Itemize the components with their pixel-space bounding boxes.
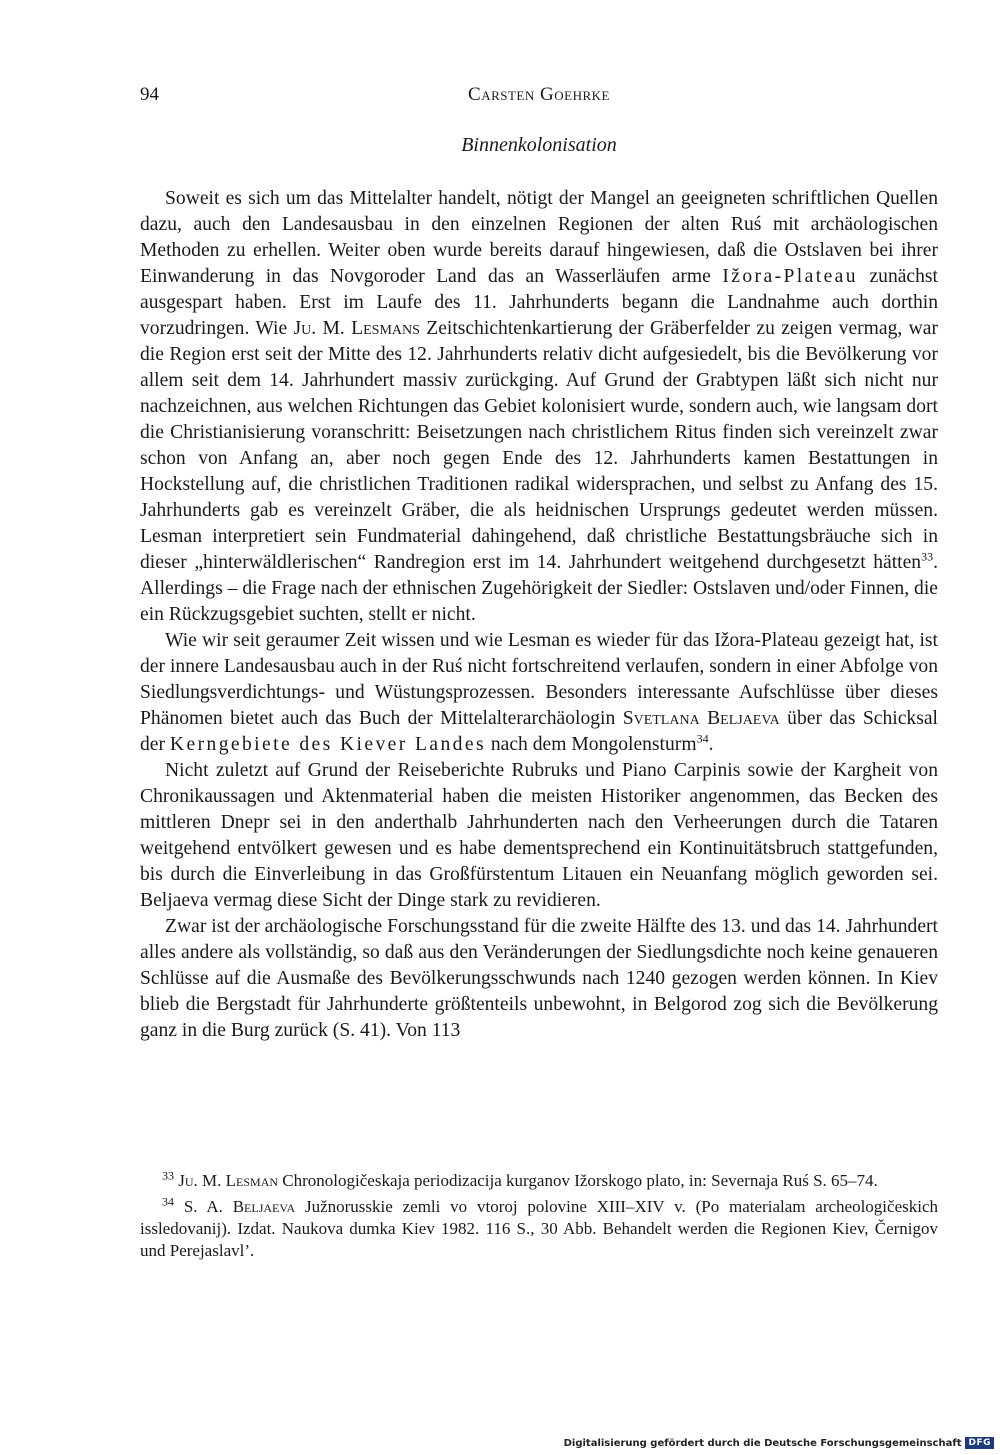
footnote-marker: 33 [162,1168,174,1183]
author-name: S. A. Beljaeva [183,1197,296,1216]
paragraph [140,186,938,628]
running-head: Carsten Goehrke [468,84,610,105]
paragraph [140,628,938,758]
author-name: Ju. M. Lesman [178,1171,279,1190]
footnote-marker: 33 [921,549,934,564]
body-text [140,186,938,1044]
page-number: 94 [140,84,159,105]
spaced-term: Ižora-Plateau [722,266,858,287]
text-run: nach dem Mongolensturm [485,734,697,755]
text-run: . [708,734,714,755]
paragraph [140,758,938,914]
text-run: Zeitschichtenkartierung der Gräberfelder zu zeigen vermag, war die Region erst seit der Mitte des 12. Jahrhunderts relativ dicht aufgesiedelt, bis die Bevölkerung vor allem seit dem 14. Jahrhundert massiv zurückging. Auf Grund der Grabtypen läßt sich nicht nur nachzeichnen, aus welchen Richtungen das Gebiet kolonisiert wurde, sondern auch, wie langsam dort die Christianisierung voranschritt: Beisetzungen nach christlichem Ritus finden sich vereinzelt zwar schon von Anfang an, aber noch gegen Ende des 12. Jahrhunderts kamen Bestattungen in Hockstellung auf, die christlichen Traditionen radikal widersprachen, und selbst zu Anfang des 15. Jahrhunderts gab es vereinzelt Gräber, die als heidnischen Ursprungs gedeutet werden müssen. Lesman interpretiert sein Fundmaterial dahingehend, daß christliche Bestattungsbräuche sich in dieser „hinterwäldlerischen“ Randregion erst im 14. Jahrhundert weitgehend durchgesetzt hätten [140,318,939,573]
footnote [140,1170,938,1192]
spaced-term: Kerngebiete des Kiever Landes [169,734,486,755]
text-run: Nicht zuletzt auf Grund der Reiseberichte Rubruks und Piano Carpinis sowie der Kargheit von Chronikaussagen und Aktenmaterial haben die meisten Historiker angenommen, das Becken des mittleren Dnepr sei in den anderthalb Jahrhunderten nach den Verheerungen durch die Tataren weitgehend entvölkert gewesen und es habe dementsprechend ein Kontinuitätsbruch stattgefunden, bis durch die Einverleibung in das Großfürstentum Litauen ein Neuanfang möglich geworden sei. Beljaeva vermag diese Sicht der Dinge stark zu revidieren. [140,760,938,911]
text-run: Zwar ist der archäologische Forschungsstand für die zweite Hälfte des 13. und das 14. Jahrhundert alles andere als vollständig, so daß aus den Veränderungen der Siedlungsdichte noch keine genaueren Schlüsse auf die Ausmaße des Bevölkerungsschwunds nach 1240 gezogen werden können. In Kiev blieb die Bergstadt für Jahrhunderte größtenteils unbewohnt, in Belgorod zog sich die Bevölkerung ganz in die Burg zurück (S. 41). Von 113 [140,916,938,1041]
footnote [140,1196,938,1262]
section-heading: Binnenkolonisation [461,134,617,156]
text-run: zunächst ausgespart haben. Erst im Laufe des 11. Jahrhunderts begann die Landnahme auch dorthin vorzudringen. Wie [140,266,938,339]
author-name: Svetlana Beljaeva [622,708,780,729]
text-run: . Allerdings – die Frage nach der ethnischen Zugehörigkeit der Siedler: Ostslaven und/oder Finnen, die ein Rückzugsgebiet suchten, stellt er nicht. [140,552,938,625]
text-run: Soweit es sich um das Mittelalter handelt, nötigt der Mangel an geeigneten schriftlichen Quellen dazu, auch den Landesausbau in den einzelnen Regionen der alten Ruś mit archäologischen Methoden zu erhellen. Weiter oben wurde bereits darauf hingewiesen, daß die Ostslaven bei ihrer Einwanderung in das Novgoroder Land das an Wasserläufen arme [140,188,938,287]
text-run: über das Schicksal der [140,708,938,755]
dfg-logo: DFG [965,1437,994,1449]
footnotes [140,1170,938,1266]
text-run: Chronologičeskaja periodizacija kurganov Ižorskogo plato, in: Severnaja Ruś S. 65–74. [278,1171,878,1190]
page-header [140,84,938,110]
credit-text: Digitalisierung gefördert durch die Deutsche Forschungsgemeinschaft [563,1437,962,1449]
author-name: Ju. M. Lesmans [293,318,420,339]
text-run: Južnorusskie zemli vo vtoroj polovine XIII–XIV v. (Po materialam archeologičeskich issledovanij). Izdat. Naukova dumka Kiev 1982. 116 S., 30 Abb. Behandelt werden die Regionen Kiev, Černigov und Perejaslavl’. [140,1197,939,1260]
digitization-credit [564,1437,994,1449]
footnote-marker: 34 [162,1194,174,1209]
footnote-marker: 34 [696,731,709,746]
paragraph [140,914,938,1044]
text-run: Wie wir seit geraumer Zeit wissen und wie Lesman es wieder für das Ižora-Plateau gezeigt hat, ist der innere Landesausbau auch in der Ruś nicht fortschreitend verlaufen, sondern in einer Abfolge von Siedlungsverdichtungs- und Wüstungsprozessen. Besonders interessante Aufschlüsse über dieses Phänomen bietet auch das Buch der Mittelalterarchäologin [140,630,938,729]
text-run [174,1197,184,1216]
